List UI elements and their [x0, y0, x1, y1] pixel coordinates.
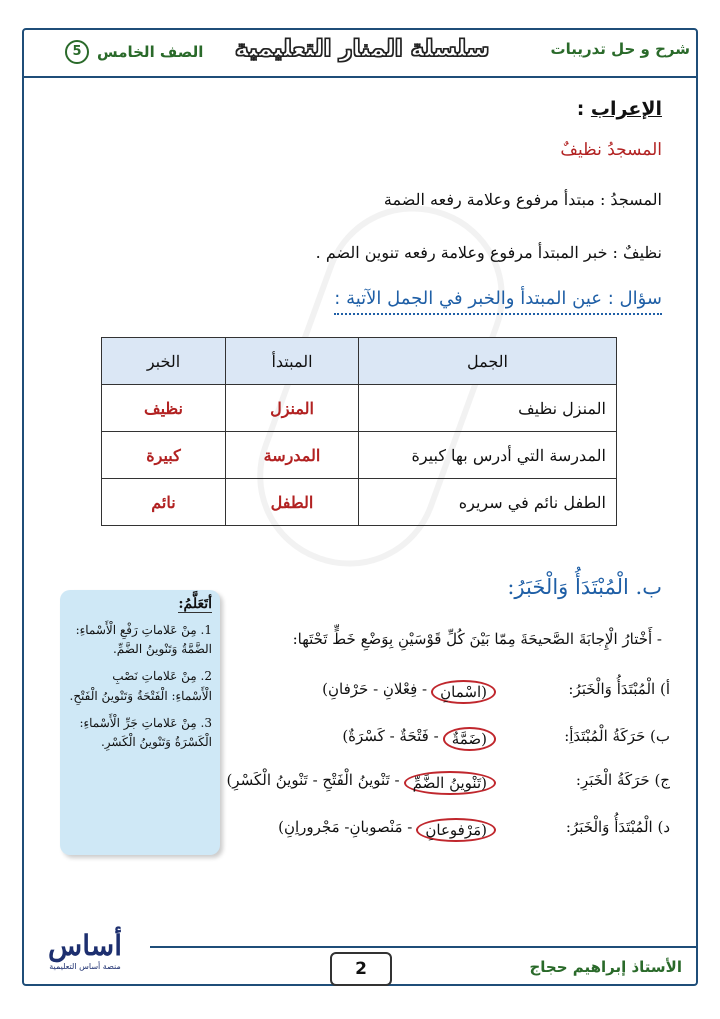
section-b-instruction: - أَخْتارُ الْإِجابَةَ الصَّحيحَةَ مِمّا بَيْنَ كُلِّ قَوْسَيْنِ بِوَضْعِ خَطٍّ تَحْتَها:: [292, 630, 662, 648]
col-header-sentences: الجمل: [359, 338, 617, 385]
subject-cell: الطفل: [226, 479, 359, 526]
header-subject: شرح و حل تدريبات: [550, 40, 690, 58]
learn-box: [60, 590, 220, 855]
choice-rest: - مَنْصوبانِ- مَجْروراِنِ): [278, 818, 413, 836]
learn-title: أتَعَلَّمُ:: [178, 596, 212, 612]
table-row: [102, 432, 617, 479]
learn-point-1: 1. مِنْ عَلاماتِ رَفْعِ الْأَسْماءِ: الضَّمَّةُ وَتَنْوينُ الضَّمِّ.: [75, 623, 212, 657]
irab-colon: :: [576, 98, 591, 120]
learn-point-2: 2. مِنْ عَلاماتِ نَصْبِ الْأَسْماءِ: الْفَتْحَةُ وَتَنْوينُ الْفَتْحِ.: [69, 669, 212, 703]
irab-line-1: المسجدُ : مبتدأ مرفوع وعلامة رفعه الضمة: [383, 190, 662, 209]
irab-example: المسجدُ نظيفٌ: [560, 140, 662, 160]
choice-label: ج) حَرَكَةُ الْخَبَرِ:: [575, 771, 670, 789]
grade-number-badge: 5: [65, 40, 89, 64]
teacher-name: الأستاذ إبراهيم حجاج: [529, 958, 682, 976]
table-header-row: [102, 338, 617, 385]
sentence-cell: الطفل نائم في سريره: [359, 479, 617, 526]
table-row: [102, 479, 617, 526]
col-header-predicate: الخبر: [102, 338, 226, 385]
circled-answer[interactable]: (تَنْوينُ الضَّمِّ: [404, 771, 496, 795]
question-heading: سؤال : عين المبتدأ والخبر في الجمل الآتية :: [334, 288, 662, 315]
header-divider: [22, 76, 698, 78]
footer-divider: [150, 946, 698, 948]
choice-label: د) الْمُبْتَدَأُ وَالْخَبَرُ:: [565, 818, 670, 836]
section-b-title: ب. الْمُبْتَدَأُ وَالْخَبَرُ:: [507, 575, 662, 599]
subject-cell: المنزل: [226, 385, 359, 432]
choice-item: [278, 818, 670, 842]
series-title: سلسلة المنار التعليمية: [235, 36, 490, 62]
circled-answer[interactable]: (اسْمانِ: [431, 680, 496, 704]
predicate-cell: نظيف: [102, 385, 226, 432]
circled-answer[interactable]: (مَرْفوعانِ: [416, 818, 496, 842]
predicate-cell: نائم: [102, 479, 226, 526]
choice-item: [322, 680, 670, 704]
choice-item: [226, 771, 670, 795]
learn-point-3: 3. مِنْ عَلاماتِ جَرِّ الْأَسْماءِ: الْكَسْرَةُ وَتَنْوينُ الْكَسْرِ.: [79, 715, 212, 749]
choice-label: أ) الْمُبْتَدَأُ وَالْخَبَرُ:: [568, 680, 670, 698]
logo-subtitle: منصة أساس التعليمية: [49, 962, 121, 971]
irab-heading: [577, 98, 662, 120]
choice-item: [342, 727, 670, 751]
circled-answer[interactable]: (ضَمَّةٌ: [443, 727, 496, 751]
irab-heading-text: الإعراب: [590, 98, 662, 120]
choice-rest: - تَنْوينُ الْفَتْحِ - تَنْوينُ الْكَسْرِ): [226, 771, 400, 789]
grade-label: [65, 40, 203, 64]
sentence-cell: المنزل نظيف: [359, 385, 617, 432]
subject-cell: المدرسة: [226, 432, 359, 479]
logo-mark: أساس: [48, 929, 122, 962]
grade-text: الصف الخامس: [97, 43, 204, 61]
sentence-cell: المدرسة التي أدرس بها كبيرة: [359, 432, 617, 479]
choice-rest: - فَتْحَةٌ - كَسْرَةٌ): [342, 727, 439, 745]
col-header-subject: المبتدأ: [226, 338, 359, 385]
table-row: [102, 385, 617, 432]
answer-table: [101, 337, 617, 526]
platform-logo: [30, 930, 140, 986]
page-number: 2: [330, 952, 392, 986]
choice-rest: - فِعْلانِ - حَرْفانِ): [322, 680, 428, 698]
choice-label: ب) حَرَكَةُ الْمُبْتَدَأِ:: [564, 727, 670, 745]
irab-line-2: نظيفٌ : خبر المبتدأ مرفوع وعلامة رفعه تنوين الضم .: [315, 243, 662, 262]
predicate-cell: كبيرة: [102, 432, 226, 479]
